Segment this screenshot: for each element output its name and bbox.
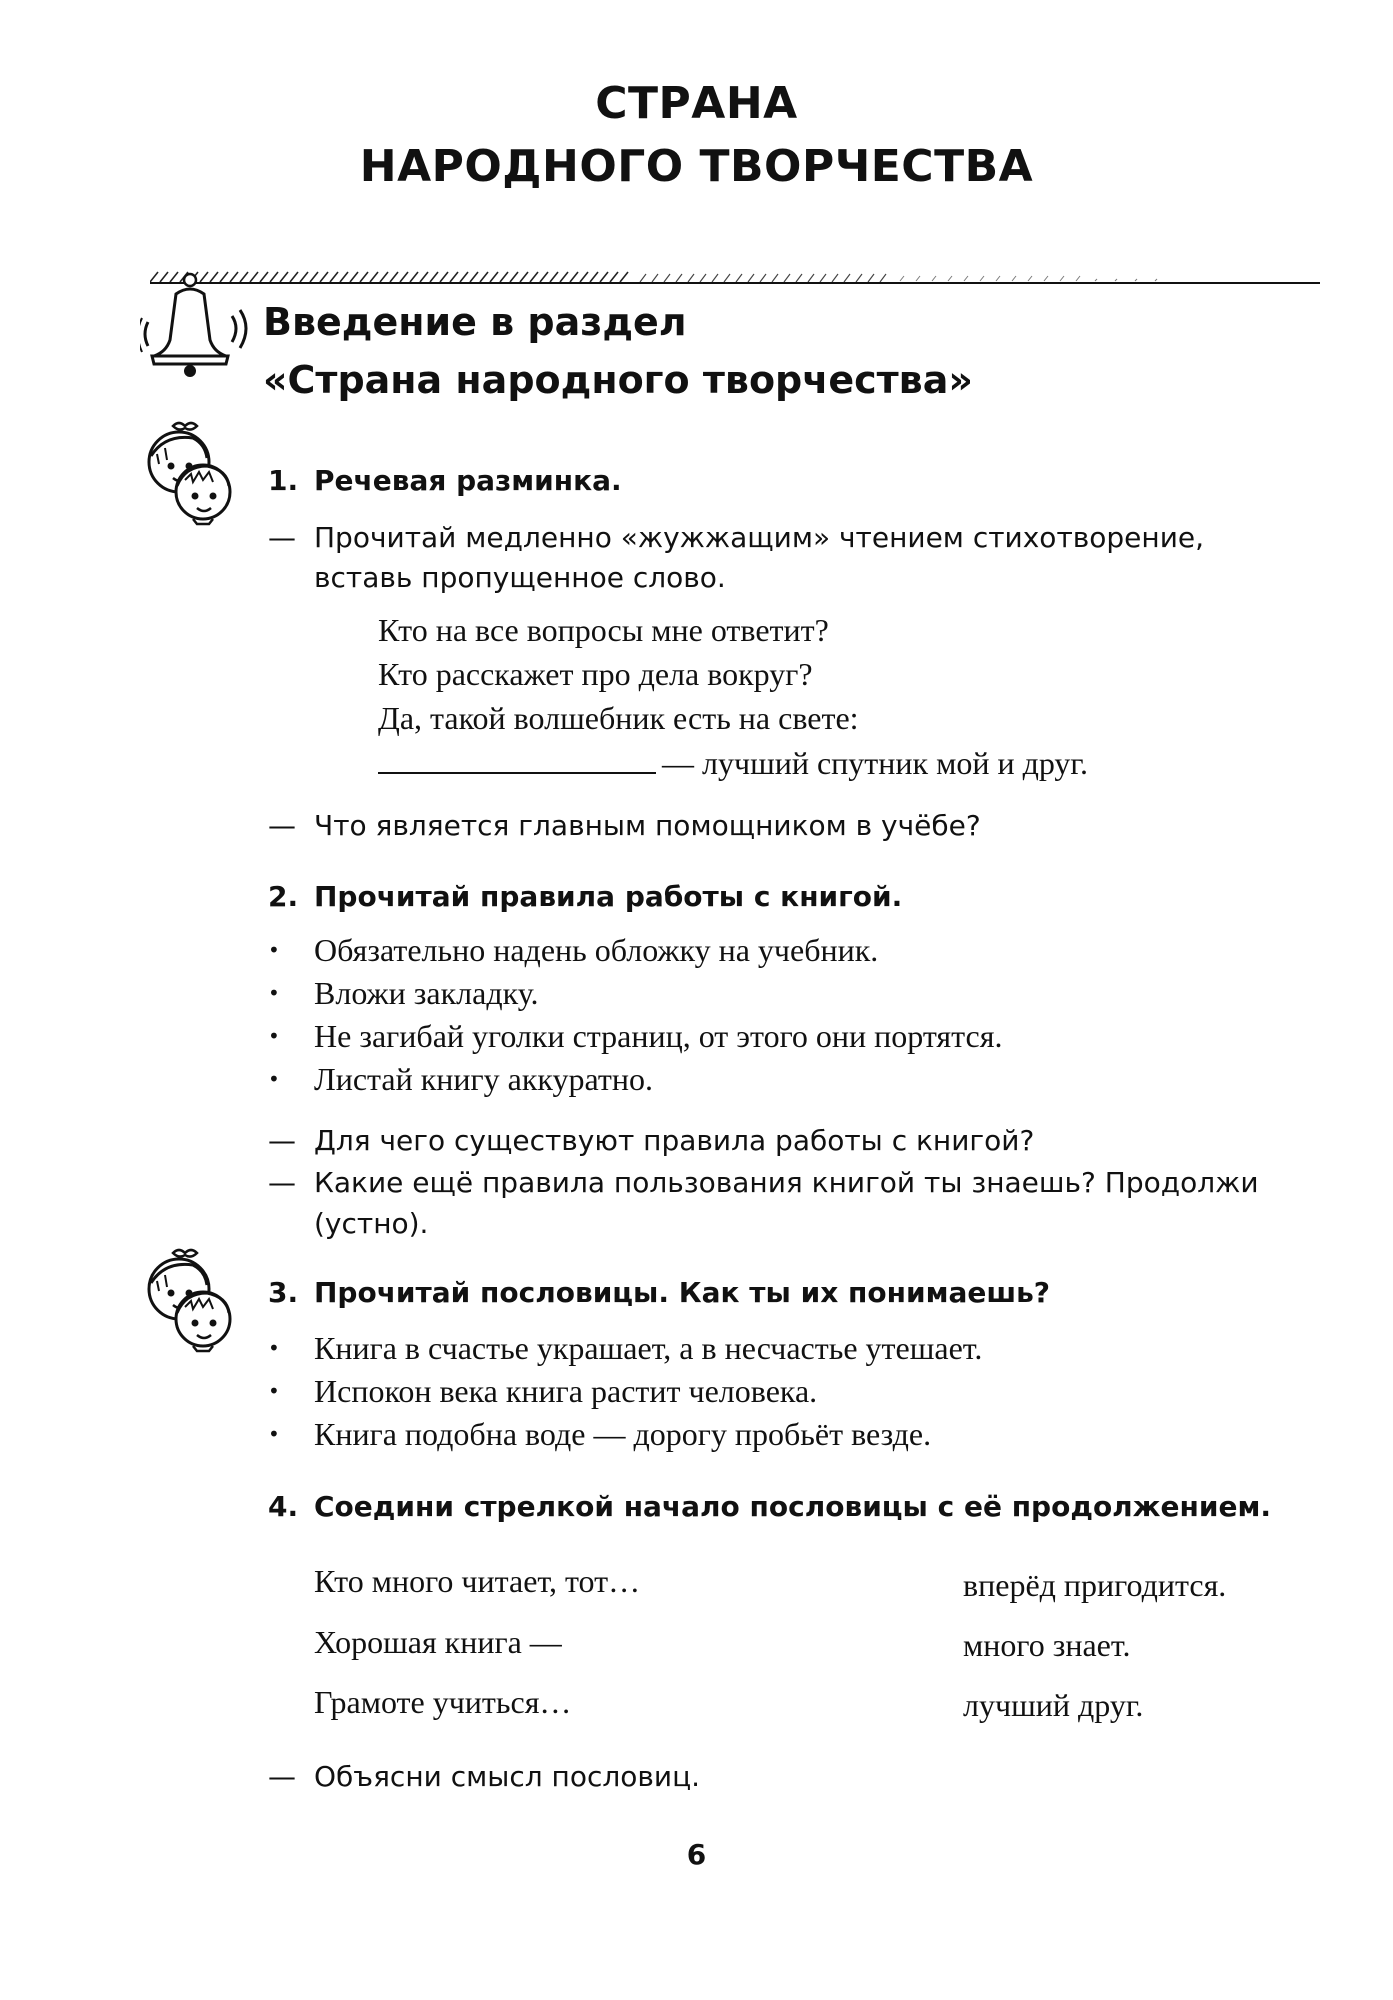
- task2-question2-line1: Какие ещё правила пользования книгой ты знаешь? Продолжи: [314, 1166, 1259, 1199]
- chapter-title-line2: НАРОДНОГО ТВОРЧЕСТВА: [359, 141, 1034, 192]
- task1-number: 1.: [268, 464, 299, 497]
- task1-instruction-line2: вставь пропущенное слово.: [314, 561, 726, 594]
- section-title-line2: «Страна народного творчества»: [263, 358, 973, 402]
- decorative-hatched-rule: [150, 270, 1320, 292]
- poem-line-ending: — лучший спутник мой и друг.: [662, 745, 1088, 781]
- task1-question: [268, 809, 981, 842]
- task2-question2: [268, 1166, 1259, 1199]
- poem-line-with-blank: [378, 745, 1088, 782]
- dash: —: [268, 1124, 296, 1157]
- rule-text: Не загибай уголки страниц, от этого они портятся.: [314, 1018, 1003, 1054]
- proverb-start[interactable]: Кто много читает, тот…: [314, 1563, 641, 1599]
- rule-item: [268, 975, 538, 1012]
- dash: —: [268, 809, 296, 842]
- task1-question-text: Что является главным помощником в учёбе?: [314, 809, 981, 842]
- poem-line: Да, такой волшебник есть на свете:: [378, 700, 859, 736]
- task2-question1: [268, 1124, 1034, 1157]
- task3-title: Прочитай пословицы. Как ты их понимаешь?: [314, 1276, 1051, 1309]
- task4-question-text: Объясни смысл пословиц.: [314, 1760, 701, 1793]
- rule-item: [268, 1061, 653, 1098]
- proverb-end[interactable]: лучший друг.: [963, 1687, 1144, 1723]
- bell-icon: [140, 268, 250, 383]
- dash: —: [268, 1760, 296, 1793]
- bullet: •: [268, 1379, 280, 1403]
- task4-question: [268, 1760, 700, 1793]
- task2-title: Прочитай правила работы с книгой.: [314, 880, 903, 913]
- task1-instruction-line1: Прочитай медленно «жужжащим» чтением стихотворение,: [314, 521, 1205, 554]
- dash: —: [268, 1166, 296, 1199]
- task4-title: Соедини стрелкой начало пословицы с её продолжением.: [314, 1490, 1272, 1523]
- rule-text: Вложи закладку.: [314, 975, 539, 1011]
- poem-line: Кто расскажет про дела вокруг?: [378, 656, 813, 692]
- task2-heading: [268, 880, 902, 913]
- dash: —: [268, 521, 296, 554]
- task4-number: 4.: [268, 1490, 299, 1523]
- rule-text: Листай книгу аккуратно.: [314, 1061, 653, 1097]
- task2-question2-line2: (устно).: [314, 1207, 429, 1240]
- proverb-start[interactable]: Грамоте учиться…: [314, 1684, 572, 1720]
- section-title-line1: Введение в раздел: [263, 300, 687, 344]
- fill-in-blank[interactable]: [378, 746, 656, 774]
- task4-heading: [268, 1490, 1271, 1523]
- bullet: •: [268, 1422, 280, 1446]
- task1-title: Речевая разминка.: [314, 464, 622, 497]
- proverb-item: [268, 1373, 817, 1410]
- task2-question1-text: Для чего существуют правила работы с книгой?: [314, 1124, 1035, 1157]
- bullet: •: [268, 1067, 280, 1091]
- proverb-end[interactable]: много знает.: [963, 1627, 1131, 1663]
- poem-line: Кто на все вопросы мне ответит?: [378, 612, 829, 648]
- proverb-end[interactable]: вперёд пригодится.: [963, 1567, 1227, 1603]
- children-icon: [135, 420, 245, 530]
- task3-number: 3.: [268, 1276, 299, 1309]
- proverb-start[interactable]: Хорошая книга —: [314, 1624, 562, 1660]
- proverb-text: Книга в счастье украшает, а в несчастье утешает.: [314, 1330, 983, 1366]
- task3-heading: [268, 1276, 1050, 1309]
- task2-number: 2.: [268, 880, 299, 913]
- chapter-title-line1: СТРАНА: [595, 78, 798, 129]
- bullet: •: [268, 1336, 280, 1360]
- task1-heading: [268, 464, 622, 497]
- proverb-text: Испокон века книга растит человека.: [314, 1373, 818, 1409]
- page-number: 6: [686, 1838, 707, 1871]
- rule-text: Обязательно надень обложку на учебник.: [314, 932, 879, 968]
- rule-item: [268, 932, 878, 969]
- task1-instruction: [268, 521, 1204, 554]
- proverb-text: Книга подобна воде — дорогу пробьёт везде.: [314, 1416, 932, 1452]
- rule-item: [268, 1018, 1002, 1055]
- proverb-item: [268, 1330, 982, 1367]
- children-icon: [135, 1247, 245, 1357]
- proverb-item: [268, 1416, 931, 1453]
- bullet: •: [268, 981, 280, 1005]
- bullet: •: [268, 1024, 280, 1048]
- bullet: •: [268, 938, 280, 962]
